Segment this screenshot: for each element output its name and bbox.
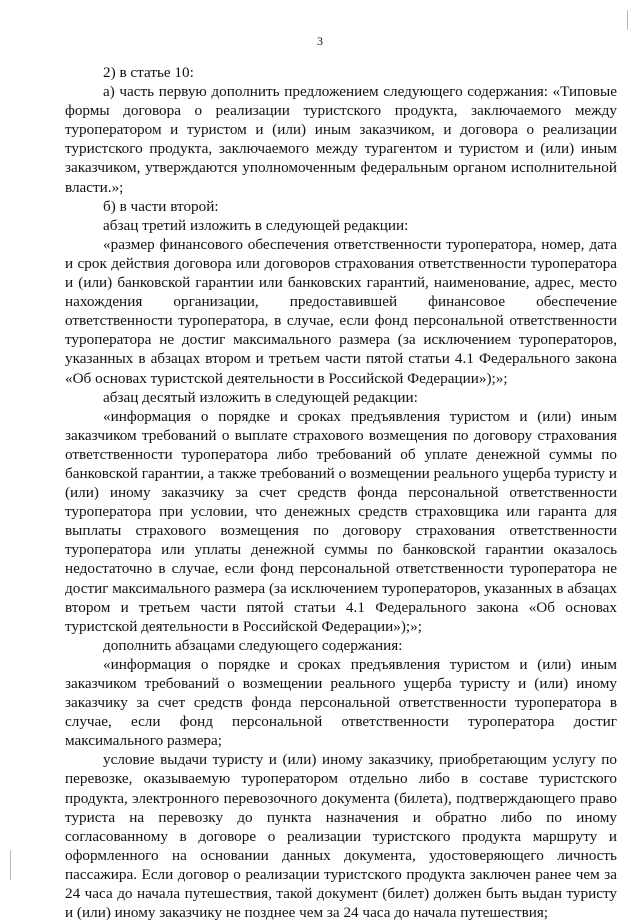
paragraph-damage-compensation-quote: «информация о порядке и сроках предъявления туристом и (или) иным заказчиком требований о возмещении реального ущерба туристу и (или) иному заказчику за счет средств фонда персональной ответственности туроператора в случае, если фонд персональной ответственности туроператора достиг максимального размера; xyxy=(65,655,617,750)
page-number: 3 xyxy=(317,34,323,48)
scan-margin-mark-top xyxy=(627,10,628,30)
paragraph-item-b: б) в части второй: xyxy=(103,197,219,215)
paragraph-ticket-issuance-condition: условие выдачи туристу и (или) иному заказчику, приобретающим услугу по перевозке, оказываемую туроператором отдельно либо в составе туристского продукта, электронного перевозочного документа (билета), подтверждающего право туриста на перевозку до пункта назначения и обратно либо по иному согласованному в договоре о реализации туристского продукта маршруту и оформленного на основании данных документа, удостоверяющего личность пассажира. Если договор о реализации туристского продукта заключен ранее чем за 24 часа до начала путешествия, такой документ (билет) должен быть выдан туристу и (или) иному заказчику не позднее чем за 24 часа до начала путешествия; xyxy=(65,751,617,922)
paragraph-tenth-abzac-intro: абзац десятый изложить в следующей редакции: xyxy=(103,388,418,406)
paragraph-add-abzacs-intro: дополнить абзацами следующего содержания: xyxy=(103,636,403,654)
paragraph-financial-security-quote: «размер финансового обеспечения ответственности туроператора, номер, дата и срок действия договора или договоров страхования ответственности туроператора и (или) банковской гарантии или банковских гарантий, наименование, адрес, место нахождения организации, предоставившей финансовое обеспечение ответственности туроператора, в случае, если фонд персональной ответственности туроператора не достиг максимального размера (за исключением туроператоров, указанных в абзацах втором и третьем части пятой статьи 4.1 Федерального закона «Об основах туристской деятельности в Российской Федерации»);»; xyxy=(65,235,617,387)
paragraph-claims-procedure-quote: «информация о порядке и сроках предъявления туристом и (или) иным заказчиком требований о выплате страхового возмещения по договору страхования ответственности туроператора либо требований об уплате денежной суммы по банковской гарантии, а также требований о возмещении реального ущерба туристу и (или) иному заказчику за счет средств фонда персональной ответственности туроператора при условии, что денежных средств страховщика или гаранта для выплаты страхового возмещения по договору страхования ответственности туроператора или уплаты денежной суммы по банковской гарантии оказалось недостаточно в случае, если фонд персональной ответственности туроператора не достиг максимального размера (за исключением туроператоров, указанных в абзацах втором и третьем части пятой статьи 4.1 Федерального закона «Об основах туристской деятельности в Российской Федерации»);»; xyxy=(65,407,617,635)
paragraph-article-10-heading: 2) в статье 10: xyxy=(103,64,194,81)
paragraph-third-abzac-intro: абзац третий изложить в следующей редакции: xyxy=(103,216,409,234)
paragraph-item-a: а) часть первую дополнить предложением следующего содержания: «Типовые формы договора о реализации туристского продукта, заключаемого между туроператором и туристом и (или) иным заказчиком, и договора о реализации туристского продукта, заключаемого между турагентом и туристом и (или) иным заказчиком, утверждаются уполномоченным федеральным органом исполнительной власти.»; xyxy=(65,83,617,196)
scan-margin-mark-bottom xyxy=(10,850,11,880)
document-body xyxy=(65,63,617,922)
